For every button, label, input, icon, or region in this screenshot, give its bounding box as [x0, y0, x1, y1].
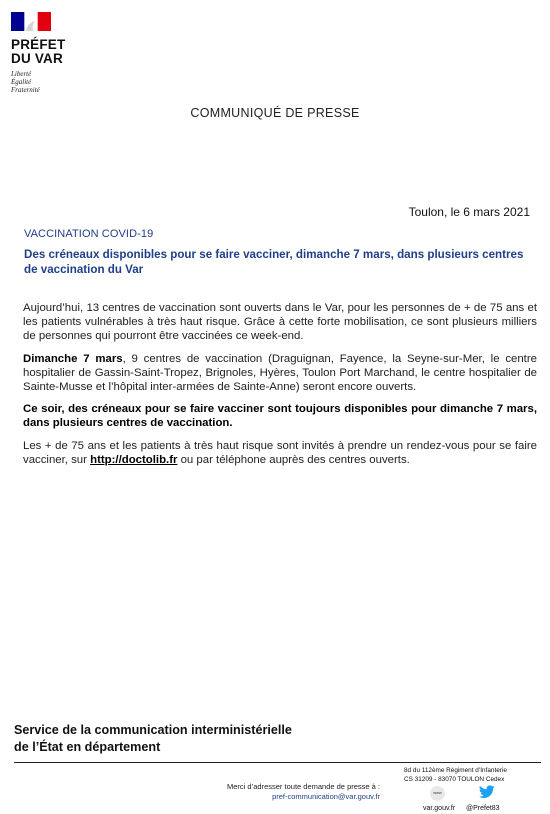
contact-email-link[interactable]: pref-communication@var.gouv.fr — [272, 792, 380, 801]
paragraph-availability: Ce soir, des créneaux pour se faire vacciner sont toujours disponibles pour dimanche 7 mars, dans plusieurs centres de vaccination. — [23, 403, 537, 430]
contact-label: Merci d’adresser toute demande de presse à : — [227, 782, 380, 791]
service-title-line2: de l’État en département — [14, 740, 161, 754]
paragraph-intro: Aujourd’hui, 13 centres de vaccination sont ouverts dans le Var, pour les personnes de + de 75 ans et les patients vulnérables à très haut risque. Grâce à cette forte mobilisation, ce sont plusieurs milliers de personnes qui pourront être vaccinées ce week-end. — [23, 302, 537, 343]
prefet-logo — [11, 12, 91, 94]
category-label: VACCINATION COVID-19 — [24, 228, 154, 240]
sunday-centres-text: , 9 centres de vaccination (Draguignan, Fayence, la Seyne-sur-Mer, le centre hospitalier de Gassin-Saint-Tropez, Brignoles, Hyères, Toulon Port Marchand, le centre hospitalier de Sainte-Musse et l’hôpital inter-armées de Sainte-Anne) seront encore ouverts. — [23, 352, 537, 394]
place-date: Toulon, le 6 mars 2021 — [408, 205, 530, 219]
marianne-flag-icon — [11, 12, 51, 31]
prefet-title-line2: DU VAR — [11, 51, 63, 66]
sunday-date-bold: Dimanche 7 mars — [23, 352, 123, 365]
address-line1: 8d du 112ème Régiment d’Infanterie — [404, 767, 507, 774]
press-release-body — [23, 301, 537, 475]
address-line2: CS 31209 - 83070 TOULON Cedex — [404, 775, 505, 783]
motto-fraternite: Fraternité — [11, 86, 40, 94]
website-label[interactable]: var.gouv.fr — [423, 805, 456, 812]
footer-divider — [14, 762, 541, 763]
motto-liberte: Liberté — [11, 70, 32, 78]
press-contact — [190, 782, 380, 802]
motto-egalite: Égalité — [11, 78, 32, 86]
republic-motto — [11, 70, 91, 94]
doctolib-link[interactable]: http://doctolib.fr — [90, 453, 178, 466]
prefet-title — [11, 38, 91, 66]
document-type-heading: COMMUNIQUÉ DE PRESSE — [190, 106, 360, 120]
booking-text-before: Les + de 75 ans et les patients à très haut risque sont invités à prendre un rendez-vous pour se faire vacciner, sur — [23, 439, 537, 466]
prefet-title-line1: PRÉFET — [11, 37, 66, 52]
service-title — [14, 722, 292, 756]
twitter-icon[interactable] — [479, 785, 495, 799]
service-title-line1: Service de la communication interministérielle — [14, 723, 292, 737]
paragraph-sunday-centres — [23, 352, 537, 395]
globe-icon[interactable]: www — [430, 786, 445, 801]
paragraph-booking — [23, 439, 537, 467]
twitter-handle[interactable]: @Prefet83 — [466, 805, 500, 812]
postal-address — [404, 767, 507, 784]
headline: Des créneaux disponibles pour se faire vacciner, dimanche 7 mars, dans plusieurs centres de vaccination du Var — [24, 248, 524, 276]
booking-text-after: ou par téléphone auprès des centres ouverts. — [177, 453, 410, 466]
